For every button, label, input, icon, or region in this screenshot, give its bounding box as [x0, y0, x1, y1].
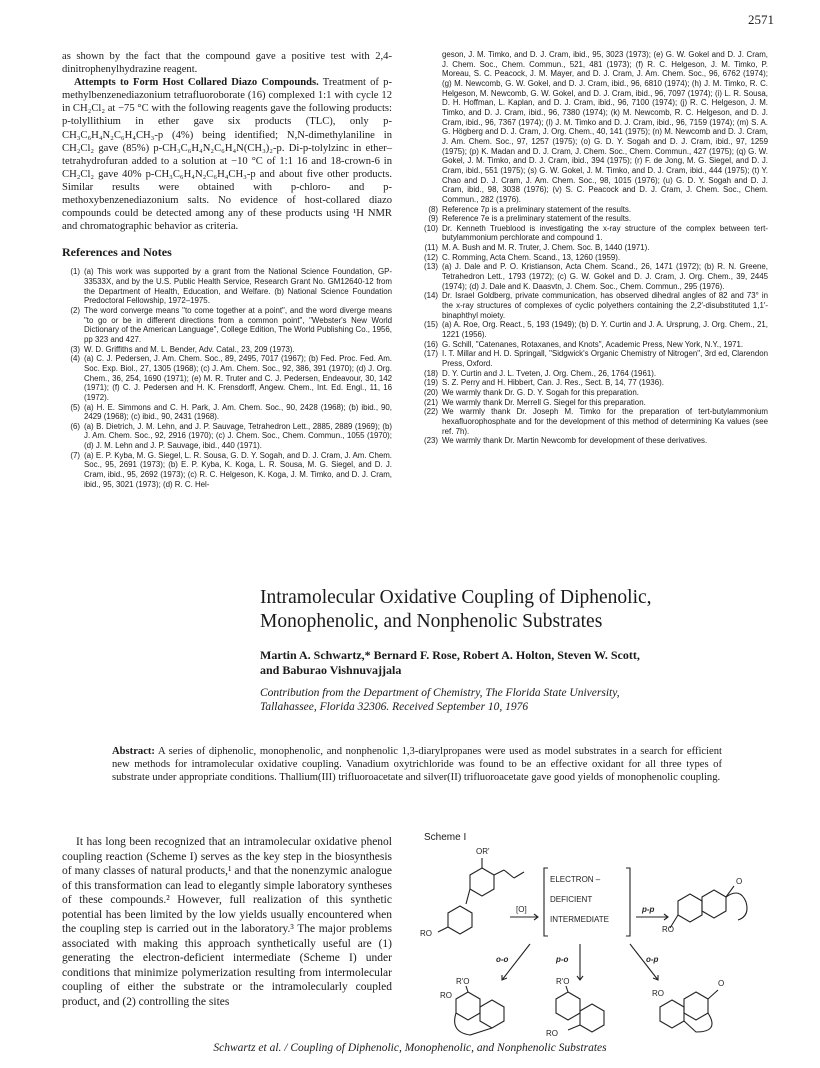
reference-text: M. A. Bush and M. R. Truter, J. Chem. Soc. B, 1440 (1971). — [442, 243, 650, 253]
po-product-structure — [556, 986, 604, 1032]
reference-text: (a) C. J. Pedersen, J. Am. Chem. Soc., 89, 2495, 7017 (1967); (b) Fed. Proc. Fed. Am. Soc. Exp. Biol., 27, 1305 (1968); (c) J. Am. Chem. Soc., 92, 386, 391 (1970); (d) J. Org. Chem., 36, 254, 1690 (1971); (e) M. R. Truter and C. J. Pedersen, Endeavour, 30, 142 (1971); (f) C. J. Pedersen and H. K. Frensdorff, Angew. Chem., Int. Ed. Engl., 11, 16 (1972). — [84, 354, 392, 402]
reference-number: (11) — [424, 243, 438, 253]
reference-number: (3) — [70, 344, 80, 354]
reference-text: Reference 7e is a preliminary statement of the results. — [442, 214, 632, 224]
article-title — [260, 586, 780, 634]
running-footer: Schwartz et al. / Coupling of Diphenolic, Monophenolic, and Nonphenolic Substrates — [213, 1042, 607, 1054]
article-title-line2: Monophenolic, and Nonphenolic Substrates — [260, 611, 603, 632]
reference-number: (16) — [423, 339, 438, 349]
reference-item — [62, 345, 392, 355]
scheme-oo-label: o-o — [496, 955, 509, 964]
scheme-pp-ro-label: RO — [662, 925, 674, 934]
scheme-or-prime-label: OR' — [476, 847, 490, 856]
reference-text: Reference 7p is a preliminary statement of the results. — [442, 204, 632, 214]
references-heading: References and Notes — [62, 245, 172, 260]
op-product-structure — [660, 990, 718, 1032]
reference-number: (15) — [423, 320, 438, 330]
reference-text: (a) J. Dale and P. O. Kristianson, Acta Chem. Scand., 26, 1471 (1972); (b) R. N. Greene, Tetrahedron Lett., 1793 (1972); (c) G. W. Gokel and D. J. Cram, J. Org. Chem., 39, 2445 (1974); (d) J. Dale and K. Daasvtn, J. Chem. Soc., Chem. Commun., 295 (1976). — [442, 262, 768, 291]
scheme-op-o-label: O — [718, 979, 725, 988]
reference-number: (22) — [423, 407, 438, 417]
reference-number: (6) — [70, 421, 80, 431]
authors-line1: Martin A. Schwartz,* Bernard F. Rose, Robert A. Holton, Steven W. Scott, — [260, 648, 640, 662]
reference-number: (13) — [423, 262, 438, 272]
scheme-pp-o-label: O — [736, 877, 743, 886]
reference-number: (10) — [423, 223, 438, 233]
reference-item — [420, 214, 768, 224]
reference-number: (14) — [423, 291, 438, 301]
reference-number: (12) — [423, 252, 438, 262]
host-collared-text: p-methylbenzenediazonium tetrafluoroborate (16) complexed 1:1 with cycle 12 in CH₂Cl₂ at −75 °C with the following reagents gave the following products: p-tolyllithium in ether gave six products (TLC), only p-CH₃C₆H₄N₂C₆H₄CH₃-p (4%) being identified; N,N-dimethylaniline in CH₂Cl₂ gave (85%) p-CH₃C₆H₄N₂C₆H₄N(CH₃)₂-p. Di-p-tolylzinc in ether–tetrahydrofuran added to a solution at −10 °C of 1:1 16 and 18-crown-6 in CH₂Cl₂ gave 40% p-CH₃C₆H₄N₂C₆H₄CH₃-p and about five other products. Similar results were obtained with p-chloro- and p-methoxybenzenediazonium salts. No evidence of host-collared diazo compounds could be detected among any of these products using ¹H NMR and chromatographic behavior as criteria. — [62, 77, 392, 233]
scheme-oo-ro-label: RO — [440, 991, 452, 1000]
reference-text: (a) This work was supported by a grant from the National Science Foundation, GP-33533X, and by the U.S. Public Health Service, Research Grant No. GM12640-12 from the Department of Health, Education, and Welfare. (b) National Science Foundation Predoctoral Fellowship, 1972–1975. — [84, 267, 392, 306]
scheme-po-rprime-label: R'O — [556, 977, 570, 986]
reference-item — [62, 306, 392, 345]
reference-number: (1) — [70, 267, 80, 277]
reference-item — [420, 291, 768, 320]
starting-material-structure — [438, 858, 524, 934]
reference-item — [62, 422, 392, 451]
reference-item — [420, 205, 768, 215]
reference-number: (21) — [423, 397, 438, 407]
reference-number: (2) — [70, 305, 80, 315]
reference-item — [420, 224, 768, 243]
continued-paragraph: as shown by the fact that the compound gave a positive test with 2,4-dinitrophenylhydrazine reagent. — [62, 51, 392, 76]
article-header — [260, 586, 780, 714]
reference-item — [420, 253, 768, 263]
scheme-op-label: o-p — [646, 955, 659, 964]
references-list-right — [420, 50, 768, 446]
article-authors — [260, 648, 780, 678]
reference-text: We warmly thank Dr. G. D. Y. Sogah for this preparation. — [442, 387, 639, 397]
box-line1: ELECTRON – — [550, 875, 601, 884]
article-title-line1: Intramolecular Oxidative Coupling of Diphenolic, — [260, 587, 652, 608]
reference-item — [420, 398, 768, 408]
abstract-heading: Abstract: — [112, 746, 155, 757]
reference-item — [62, 451, 392, 490]
intermediate-bracket-left — [544, 868, 548, 936]
reference-text: W. D. Griffiths and M. L. Bender, Adv. Catal., 23, 209 (1973). — [84, 344, 295, 354]
reference-text: D. Y. Curtin and J. L. Tveten, J. Org. Chem., 26, 1764 (1961). — [442, 368, 657, 378]
scheme-oxidant-label: [O] — [516, 905, 527, 914]
host-collared-paragraph — [62, 76, 392, 233]
reference-number: (20) — [423, 387, 438, 397]
reference-text: We warmly thank Dr. Joseph M. Timko for the preparation of tert-butylammonium hexafluorophosphate and for the development of this method of determining Ka values (see ref. 7h). — [442, 407, 768, 436]
box-line2: DEFICIENT — [550, 895, 593, 904]
reference-item — [420, 378, 768, 388]
run-in-lead: Treatment of — [322, 77, 379, 89]
reference-text: G. Schill, "Catenanes, Rotaxanes, and Knots", Academic Press, New York, N.Y., 1971. — [442, 339, 744, 349]
scheme-ro-label: RO — [420, 929, 432, 938]
reference-number: (18) — [423, 368, 438, 378]
authors-line2: and Baburao Vishnuvajjala — [260, 663, 402, 677]
scheme-po-ro-label: RO — [546, 1029, 558, 1038]
affiliation-line1: Contribution from the Department of Chemistry, The Florida State University, — [260, 687, 620, 699]
scheme-pp-label: p-p — [642, 905, 655, 914]
abstract-text: A series of diphenolic, monophenolic, and nonphenolic 1,3-diarylpropanes were used as model substrates in a search for efficient new methods for intramolecular oxidative coupling. Vanadium oxytrichloride was found to be an effective oxidant for all three types of substrate under appropriate conditions. Thallium(III) trifluoroacetate and silver(II) trifluoroacetate gave good yields of monophenolic coupling. — [112, 746, 722, 783]
top-left-column — [62, 50, 392, 489]
scheme-oo-rprime-label: R'O — [456, 977, 470, 986]
reference-item — [420, 388, 768, 398]
reference-item — [420, 436, 768, 446]
reference-number: (23) — [423, 436, 438, 446]
box-line3: INTERMEDIATE — [550, 915, 609, 924]
reference-text: The word converge means "to come together at a point", and the word diverge means "to go or be in different directions from a common point", "Webster's New World Dictionary of the American Language", College Edition, The World Publishing Co., 1956, pp 323 and 427. — [84, 305, 392, 344]
reference-text: Dr. Kenneth Trueblood is investigating the x-ray structure of the complex between tert-butylammonium perchlorate and compound 1. — [442, 223, 768, 243]
scheme-op-ro-label: RO — [652, 989, 664, 998]
abstract — [112, 745, 722, 784]
reference-number: (17) — [423, 349, 438, 359]
reference-text: C. Romming, Acta Chem. Scand., 13, 1260 (1959). — [442, 252, 621, 262]
oo-product-structure — [455, 986, 504, 1035]
intro-paragraph: It has long been recognized that an intramolecular oxidative phenol coupling reaction (Scheme I) serves as the key step in the biosynthesis of many classes of natural products,¹ and that the nonenzymic analogue of this transformation can lead to elegantly simple laboratory syntheses of these compounds.² However, full realization of this synthetic potential has been limited by the low yields usually encountered when the coupling step is carried out in the laboratory.³ The major problems associated with making this approach synthetically useful are (1) generating the electron-deficient intermediate (Scheme I) under conditions that minimize polymerization resulting from intermolecular coupling of either the substrate or the intramolecularly coupled product, and (2) controlling the sites — [62, 836, 392, 1009]
reference-text: Dr. Israel Goldberg, private communication, has observed dihedral angles of 82 and 73° in the x-ray structures of complexes of cyclic polyethers containing the 2,2′-disubstituted 1,1′-binaphthyl moiety. — [442, 291, 768, 320]
article-affiliation — [260, 686, 780, 714]
scheme-po-label: p-o — [556, 955, 569, 964]
reference-number: (4) — [70, 354, 80, 364]
scheme-diagram — [420, 832, 780, 1040]
reference-text: S. Z. Perry and H. Hibbert, Can. J. Res., Sect. B, 14, 77 (1936). — [442, 378, 664, 388]
references-list-left — [62, 267, 392, 489]
reference-text: (a) E. P. Kyba, M. G. Siegel, L. R. Sousa, G. D. Y. Sogah, and D. J. Cram, J. Am. Chem. Soc., 95, 2691 (1973); (b) E. P. Kyba, K. Koga, L. R. Sousa, M. G. Siegel, and D. J. Cram, ibid., 95, 2692 (1973); (c) R. C. Helgeson, K. Koga, J. M. Timko, and D. J. Cram, ibid., 95, 3021 (1973); (d) R. C. Hel- — [84, 450, 392, 489]
reference-number: (9) — [428, 214, 438, 224]
scheme-label: Scheme I — [424, 832, 467, 843]
reference-item — [62, 354, 392, 402]
reference-text: (a) H. E. Simmons and C. H. Park, J. Am. Chem. Soc., 90, 2428 (1968); (b) ibid., 90, 2429 (1968); (c) ibid., 90, 2431 (1968). — [84, 402, 392, 422]
reference-item — [420, 262, 768, 291]
page-number: 2571 — [748, 12, 774, 27]
reference-number: (8) — [428, 204, 438, 214]
reference-item — [420, 369, 768, 379]
run-in-heading: Attempts to Form Host Collared Diazo Compounds. — [74, 77, 319, 89]
reference-text: (a) B. Dietrich, J. M. Lehn, and J. P. Sauvage, Tetrahedron Lett., 2885, 2889 (1969); (b) J. Am. Chem. Soc., 92, 2916 (1970); (c) J. Chem. Soc., Chem. Commun., 1055 (1970); (d) J. M. Lehn and J. P. Sauvage, ibid., 440 (1971). — [84, 421, 392, 451]
reference-item — [420, 349, 768, 368]
top-right-column — [420, 50, 768, 446]
intermediate-bracket-right — [626, 868, 630, 936]
reference-item — [420, 340, 768, 350]
pp-product-structure — [670, 886, 747, 928]
reference-item — [62, 403, 392, 422]
reference-number: (5) — [70, 402, 80, 412]
reference-text: geson, J. M. Timko, and D. J. Cram, ibid., 95, 3023 (1973); (e) G. W. Gokel and D. J. Cram, J. Chem. Soc., Chem. Commun., 521, 481 (1973); (f) R. C. Helgeson, J. M. Timko, P. Moreau, S. C. Peacock, J. M. Mayer, and D. J. Cram, J. Am. Chem. Soc., 96, 6762 (1974); (g) M. Newcomb, G. W. Gokel, and D. J. Cram, ibid., 96, 6810 (1974); (h) J. M. Timko, R. C. Helgeson, M. Newcomb, G. W. Gokel, and D. J. Cram, ibid., 96, 7097 (1974); (i) L. R. Sousa, D. H. Hoffman, L. Kaplan, and D. J. Cram, ibid., 96, 7100 (1974); (j) R. C. Helgeson, J. M. Timko, and D. J. Cram, ibid., 96, 7380 (1974); (k) M. Newcomb, R. C. Helgeson, and D. J. Cram, ibid., 96, 7367 (1974); (l) J. M. Timko and D. J. Cram, ibid., 96, 7159 (1974); (m) S. A. G. Högberg and D. J. Cram, J. Org. Chem., 40, 141 (1975); (n) M. Newcomb and D. J. Cram, J. Am. Chem. Soc., 97, 1257 (1975); (o) G. D. Y. Sogah and D. J. Cram, ibid., 97, 1259 (1975); (p) K. Madan and D. J. Cram, J. Chem. Soc., Chem. Commun., 427 (1975); (q) G. W. Gokel, J. M. Timko, and D. J. Cram, ibid., 394 (1975); (r) F. de Jong, M. G. Siegel, and D. J. Cram, ibid., 551 (1975); (s) G. W. Gokel, J. M. Timko, and D. J. Cram, ibid., 444 (1975); (t) Y. Chao and D. J. Cram, J. Am. Chem. Soc., 98, 1015 (1976); (u) G. D. Y. Sogah and D. J. Cram, ibid., 98, 3038 (1976); (v) S. C. Peacock and D. J. Cram, J. Chem. Soc., Chem. Commun., 282 (1976). — [442, 50, 768, 204]
reference-item — [420, 320, 768, 339]
reference-text: We warmly thank Dr. Merrell G. Siegel for this preparation. — [442, 397, 646, 407]
affiliation-line2: Tallahassee, Florida 32306. Received September 10, 1976 — [260, 701, 529, 713]
reference-item — [62, 267, 392, 306]
reference-text: We warmly thank Dr. Martin Newcomb for development of these derivatives. — [442, 436, 708, 446]
reference-text: (a) A. Roe, Org. React., 5, 193 (1949); (b) D. Y. Curtin and J. A. Ursprung, J. Org. Chem., 21, 1221 (1956). — [442, 320, 768, 340]
reference-continuation — [420, 50, 768, 205]
reference-number: (19) — [423, 378, 438, 388]
reference-text: I. T. Millar and H. D. Springall, "Sidgwick's Organic Chemistry of Nitrogen", 3rd ed, Clarendon Press, Oxford. — [442, 349, 768, 368]
reference-item — [420, 407, 768, 436]
intro-column — [62, 835, 392, 1010]
scheme-figure — [420, 832, 780, 1040]
reference-item — [420, 243, 768, 253]
reference-number: (7) — [70, 450, 80, 460]
